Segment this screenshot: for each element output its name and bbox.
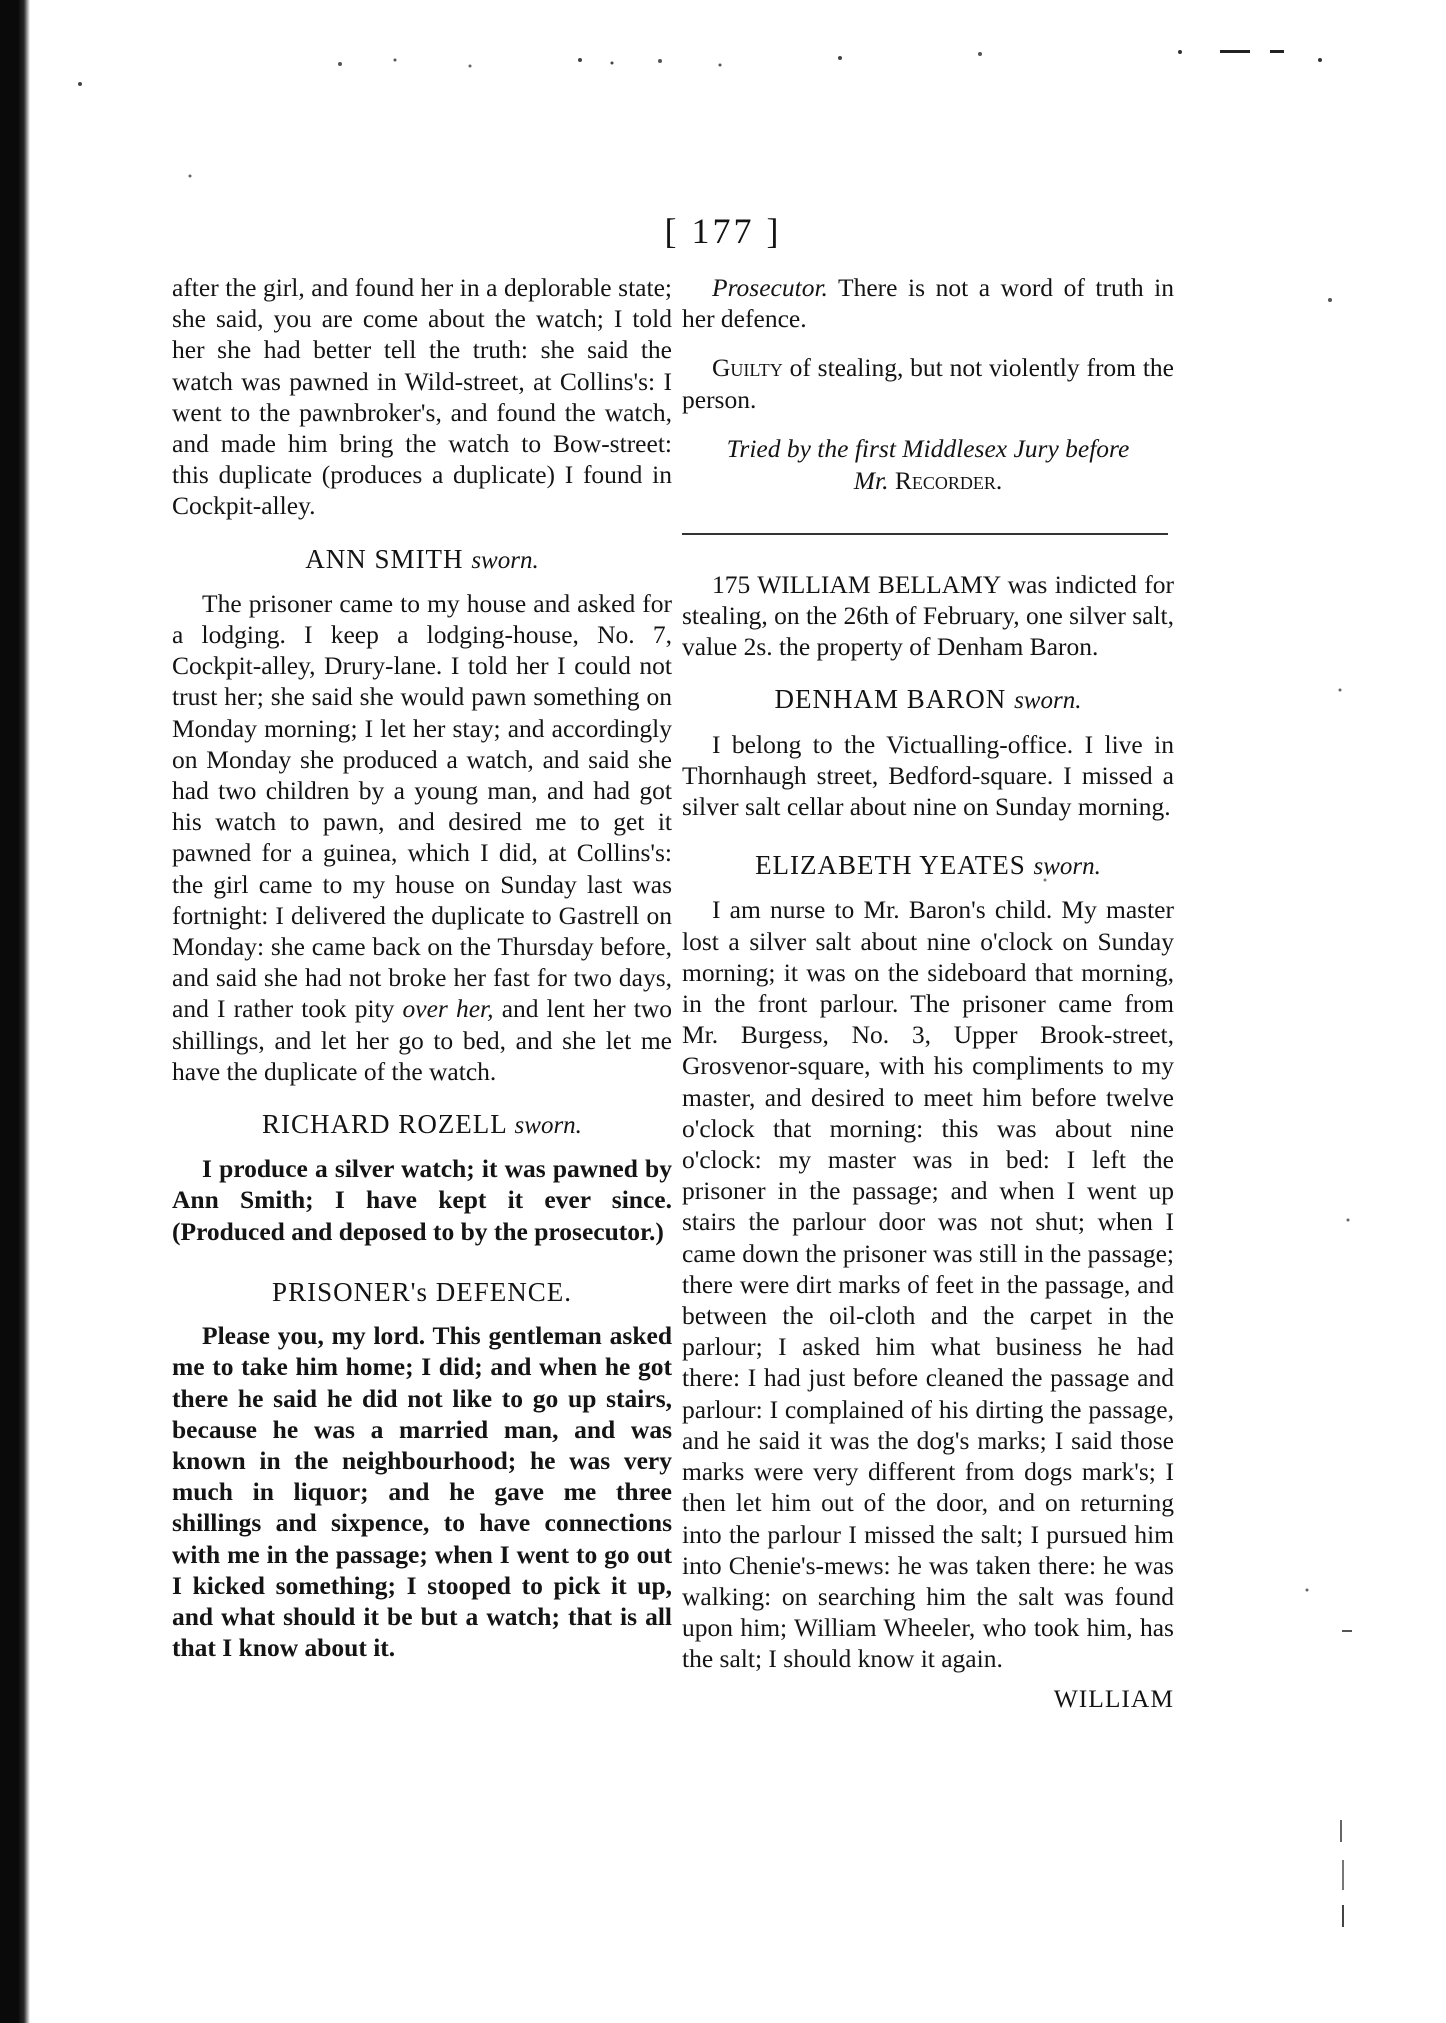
left-column [172, 272, 672, 1663]
verdict-word: Guilty [712, 353, 783, 383]
paragraph-prosecutor [682, 272, 1174, 334]
paragraph-defence: Please you, my lord. This gentleman asked me to take him home; I did; and when he got there he said he did not like to go up stairs, because he was a married man, and was known in the neighbourhood; he was very much in liquor; and he gave me three shillings and sixpence, to have connections with me in the passage; when I went to go out I kicked something; I stooped to pick it up, and what should it be but a watch; that is all that I know about it. [172, 1321, 672, 1663]
heading-ann-smith-sworn: sworn. [471, 546, 539, 574]
tried-mr: Mr. [853, 465, 889, 495]
heading-ann-smith [172, 544, 672, 576]
paragraph-verdict [682, 352, 1174, 414]
heading-denham-baron [682, 684, 1174, 716]
heading-rozell-name: RICHARD ROZELL [262, 1109, 507, 1140]
right-column [682, 272, 1174, 1714]
prosecutor-label: Prosecutor. [712, 273, 828, 302]
page-header: [ 177 ] [664, 211, 782, 251]
section-divider [682, 533, 1168, 535]
heading-prisoners-defence: PRISONER's DEFENCE. [272, 1276, 572, 1307]
heading-yeates-sworn: sworn. [1033, 853, 1101, 881]
paragraph-yeates: I am nurse to Mr. Baron's child. My master lost a silver salt about nine o'clock on Sunday morning; it was on the sideboard that morning, in the front parlour. The prisoner came from Mr. Burgess, No. 3, Upper Brook-street, Grosvenor-square, with his compliments to my master, and desired to meet him before twelve o'clock that morning: this was about nine o'clock: my master was in bed: I left the prisoner in the passage; and when I went up stairs the parlour door was not shut; when I came down the prisoner was still in the passage; there were dirt marks of feet in the passage, and between the oil-cloth and the carpet in the parlour; I asked him what business he had there: I had just before cleaned the passage and parlour: I complained of his dirting the passage, and he said it was the dog's marks; I said those marks were very different from dogs mark's; I then let him out of the door, and on returning into the parlour I missed the salt; I pursued him into Chenie's-mews: he was taken there: he was walking: on searching him the salt was found upon him; William Wheeler, who took him, has the salt; I should know it again. [682, 895, 1174, 1674]
heading-rozell-sworn: sworn. [514, 1112, 582, 1140]
ann-smith-text: The prisoner came to my house and asked for a lodging. I keep a lodging-house, No. 7, Cockpit-alley, Drury-lane. I told her I could not trust her; she said she would pawn something on Monday morning; I let her stay; and accordingly on Monday she produced a watch, and said she had two children by a young man, and had got his watch to pawn, and desired me to get it pawned for a guinea, which I did, at Collins's: the girl came to my house on Sunday last was fortnight: I delivered the duplicate to Gastrell on Monday: she came back on the Thursday before, and said she had not broke her fast for two days, and I rather took pity [172, 588, 672, 1024]
tried-by-line [682, 433, 1174, 497]
heading-elizabeth-yeates [682, 850, 1174, 882]
tried-line-1: Tried by the first Middlesex Jury before [726, 433, 1130, 463]
verdict-text: of stealing, but not violently from the person. [682, 353, 1174, 414]
prosecutor-text: There is not a word of truth in her defence. [682, 273, 1174, 334]
heading-denham-name: DENHAM BARON [774, 684, 1007, 715]
catchword: WILLIAM [1053, 1683, 1174, 1713]
heading-ann-smith-name: ANN SMITH [305, 543, 464, 574]
heading-denham-sworn: sworn. [1014, 687, 1082, 715]
ann-smith-italic: over her, [402, 994, 494, 1024]
tried-line-2 [682, 465, 1174, 497]
paragraph-intro: after the girl, and found her in a deplorable state; she said, you are come about the watch; I told her she had better tell the truth: she said the watch was pawned in Wild-street, at Collins's: I went to the pawnbroker's, and found the watch, and made him bring the watch to Bow-street: this duplicate (produces a duplicate) I found in Cockpit-alley. [172, 273, 672, 521]
tried-recorder: Recorder. [894, 465, 1003, 495]
paragraph-denham: I belong to the Victualling-office. I live in Thornhaugh street, Bedford-square. I missed a silver salt cellar about nine on Sunday morning. [682, 729, 1174, 822]
paragraph-ann-smith [172, 588, 672, 1087]
ann-smith-text-end: and lent her two shillings, and let her go to bed, and she let me have the duplicate of the watch. [172, 994, 672, 1086]
heading-richard-rozell [172, 1109, 672, 1141]
paragraph-rozell: I produce a silver watch; it was pawned by Ann Smith; I have kept it ever since. (Produced and deposed to by the prosecutor.) [172, 1154, 672, 1246]
heading-yeates-name: ELIZABETH YEATES [755, 850, 1026, 881]
paragraph-indictment: 175 WILLIAM BELLAMY was indicted for stealing, on the 26th of February, one silver salt, value 2s. the property of Denham Baron. [682, 569, 1174, 662]
